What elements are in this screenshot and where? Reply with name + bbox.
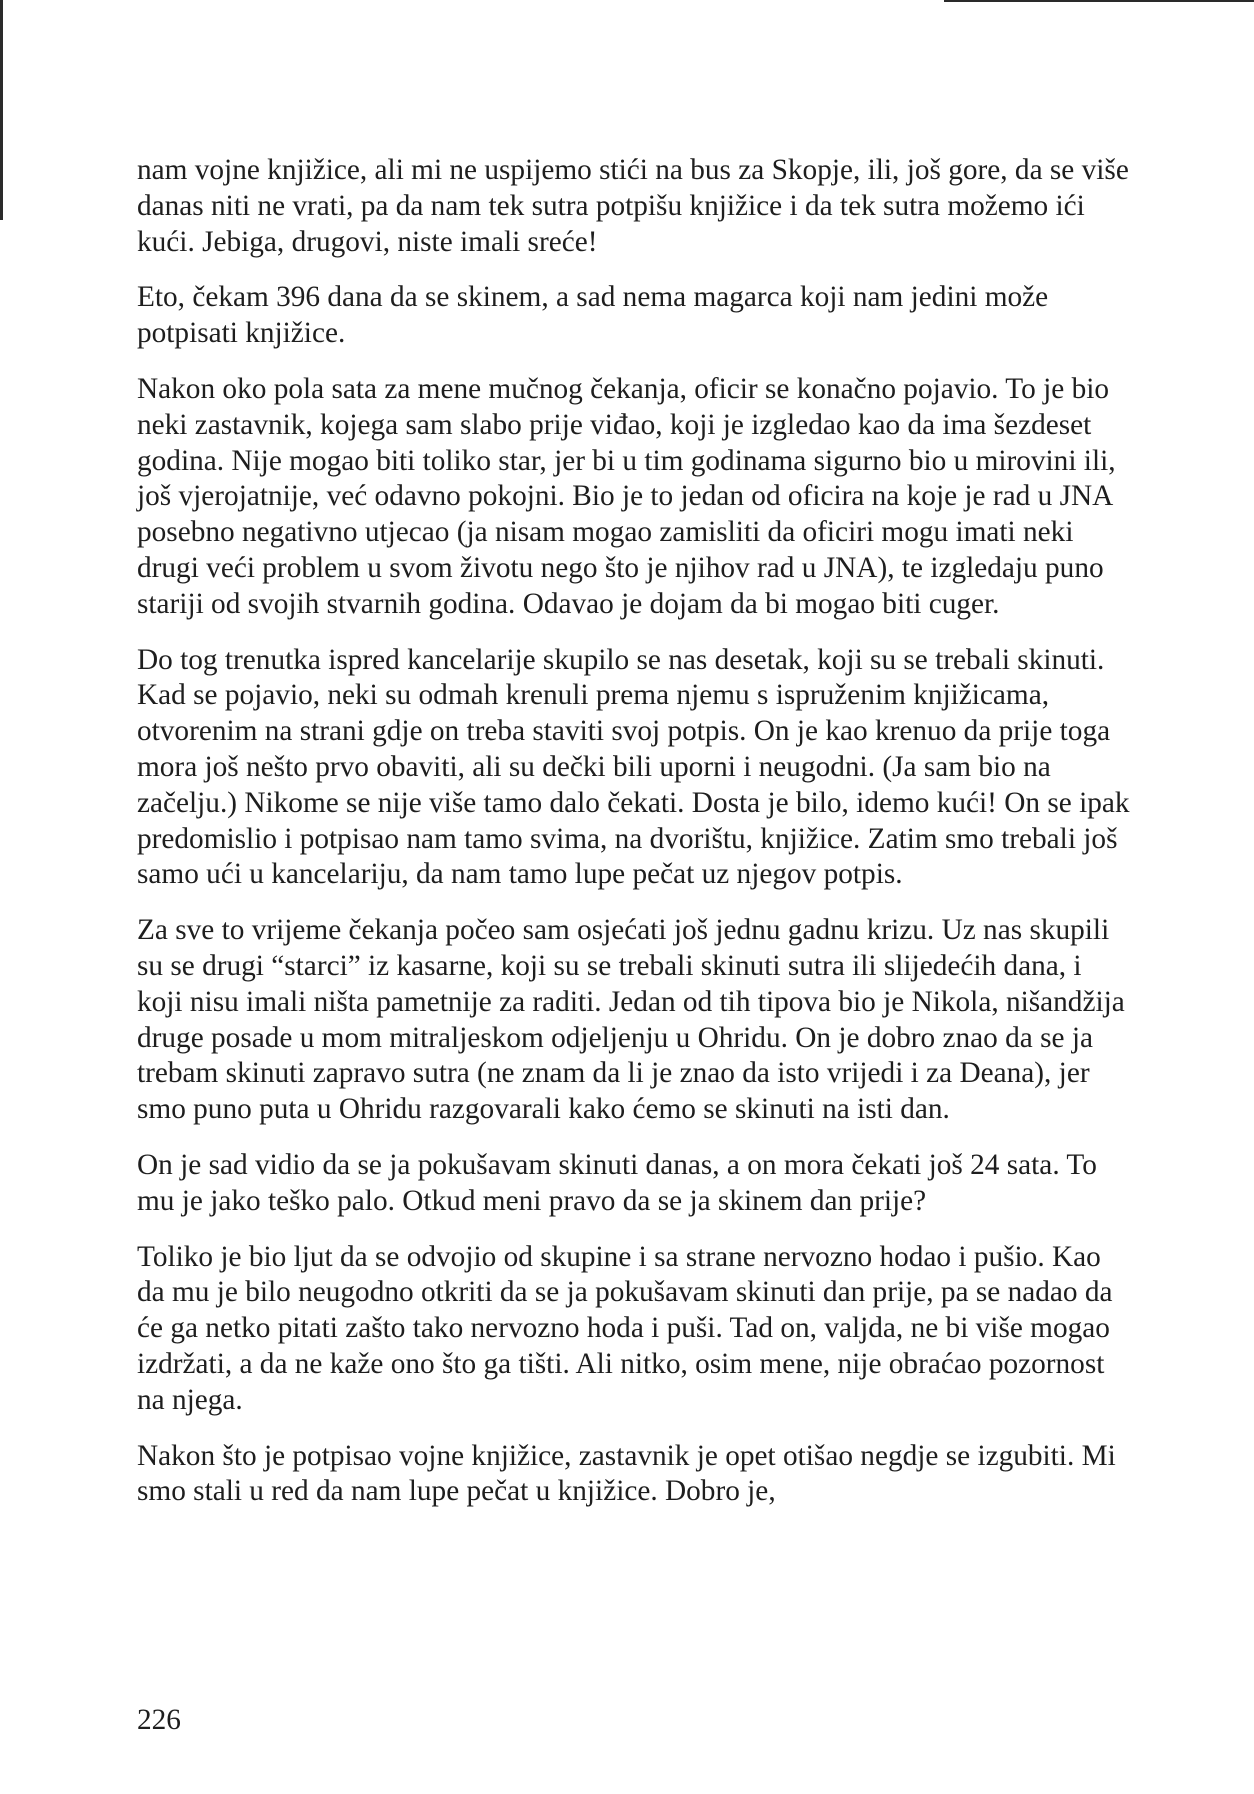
paragraph-3: Nakon oko pola sata za mene mučnog čekanja, oficir se konačno pojavio. To je bio neki zastavnik, kojega sam slabo prije viđao, koji je izgledao kao da ima šezdeset godina. Nije mogao biti toliko star, jer bi u tim godinama sigurno bio u mirovini ili, još vjerojatnije, već odavno pokojni. Bio je to jedan od oficira na koje je rad u JNA posebno negativno utjecao (ja nisam mogao zamisliti da oficiri mogu imati neki drugi veći problem u svom životu nego što je njihov rad u JNA), te izgledaju puno stariji od svojih stvarnih godina. Odavao je dojam da bi mogao biti cuger. xyxy=(137,372,1116,620)
paragraph-4: Do tog trenutka ispred kancelarije skupilo se nas desetak, koji su se trebali skinuti. Kad se pojavio, neki su odmah krenuli prema njemu s ispruženim knjižicama, otvorenim na strani gdje on treba staviti svoj potpis. On je kao krenuo da prije toga mora još nešto prvo obaviti, ali su dečki bili uporni i neugodni. (Ja sam bio na začelju.) Nikome se nije više tamo dalo čekati. Dosta je bilo, idemo kući! On se ipak predomislio i potpisao nam tamo svima, na dvorištu, knjižice. Zatim smo trebali još samo ući u kancelariju, da nam tamo lupe pečat uz njegov potpis. xyxy=(137,643,1130,891)
paragraph-1: nam vojne knjižice, ali mi ne uspijemo stići na bus za Skopje, ili, još gore, da se više danas niti ne vrati, pa da nam tek sutra potpišu knjižice i da tek sutra možemo ići kući. Jebiga, drugovi, niste imali sreće! xyxy=(137,154,1129,258)
scan-edge-left xyxy=(0,0,3,220)
paragraph-8: Nakon što je potpisao vojne knjižice, zastavnik je opet otišao negdje se izgubiti. Mi smo stali u red da nam lupe pečat u knjižice. Dobro je, xyxy=(137,1439,1116,1508)
scan-edge-top xyxy=(944,0,1254,2)
paragraph-5: Za sve to vrijeme čekanja počeo sam osjećati još jednu gadnu krizu. Uz nas skupili su se drugi “starci” iz kasarne, koji su se trebali skinuti sutra ili slijedećih dana, i koji nisu imali ništa pametnije za raditi. Jedan od tih tipova bio je Nikola, nišandžija druge posade u mom mitraljeskom odjeljenju u Ohridu. On je dobro znao da se ja trebam skinuti zapravo sutra (ne znam da li je znao da isto vrijedi i za Deana), jer smo puno puta u Ohridu razgovarali kako ćemo se skinuti na isti dan. xyxy=(137,914,1125,1126)
page-number: 226 xyxy=(137,1704,181,1736)
body-text xyxy=(137,153,1132,1530)
paragraph-2: Eto, čekam 396 dana da se skinem, a sad nema magarca koji nam jedini može potpisati knjižice. xyxy=(137,281,1049,350)
paragraph-6: On je sad vidio da se ja pokušavam skinuti danas, a on mora čekati još 24 sata. To mu je jako teško palo. Otkud meni pravo da se ja skinem dan prije? xyxy=(137,1148,1097,1217)
paragraph-7: Toliko je bio ljut da se odvojio od skupine i sa strane nervozno hodao i pušio. Kao da mu je bilo neugodno otkriti da se ja pokušavam skinuti dan prije, pa se nadao da će ga netko pitati zašto tako nervozno hoda i puši. Tad on, valjda, ne bi više mogao izdržati, a da ne kaže ono što ga tišti. Ali nitko, osim mene, nije obraćao pozornost na njega. xyxy=(137,1240,1113,1416)
